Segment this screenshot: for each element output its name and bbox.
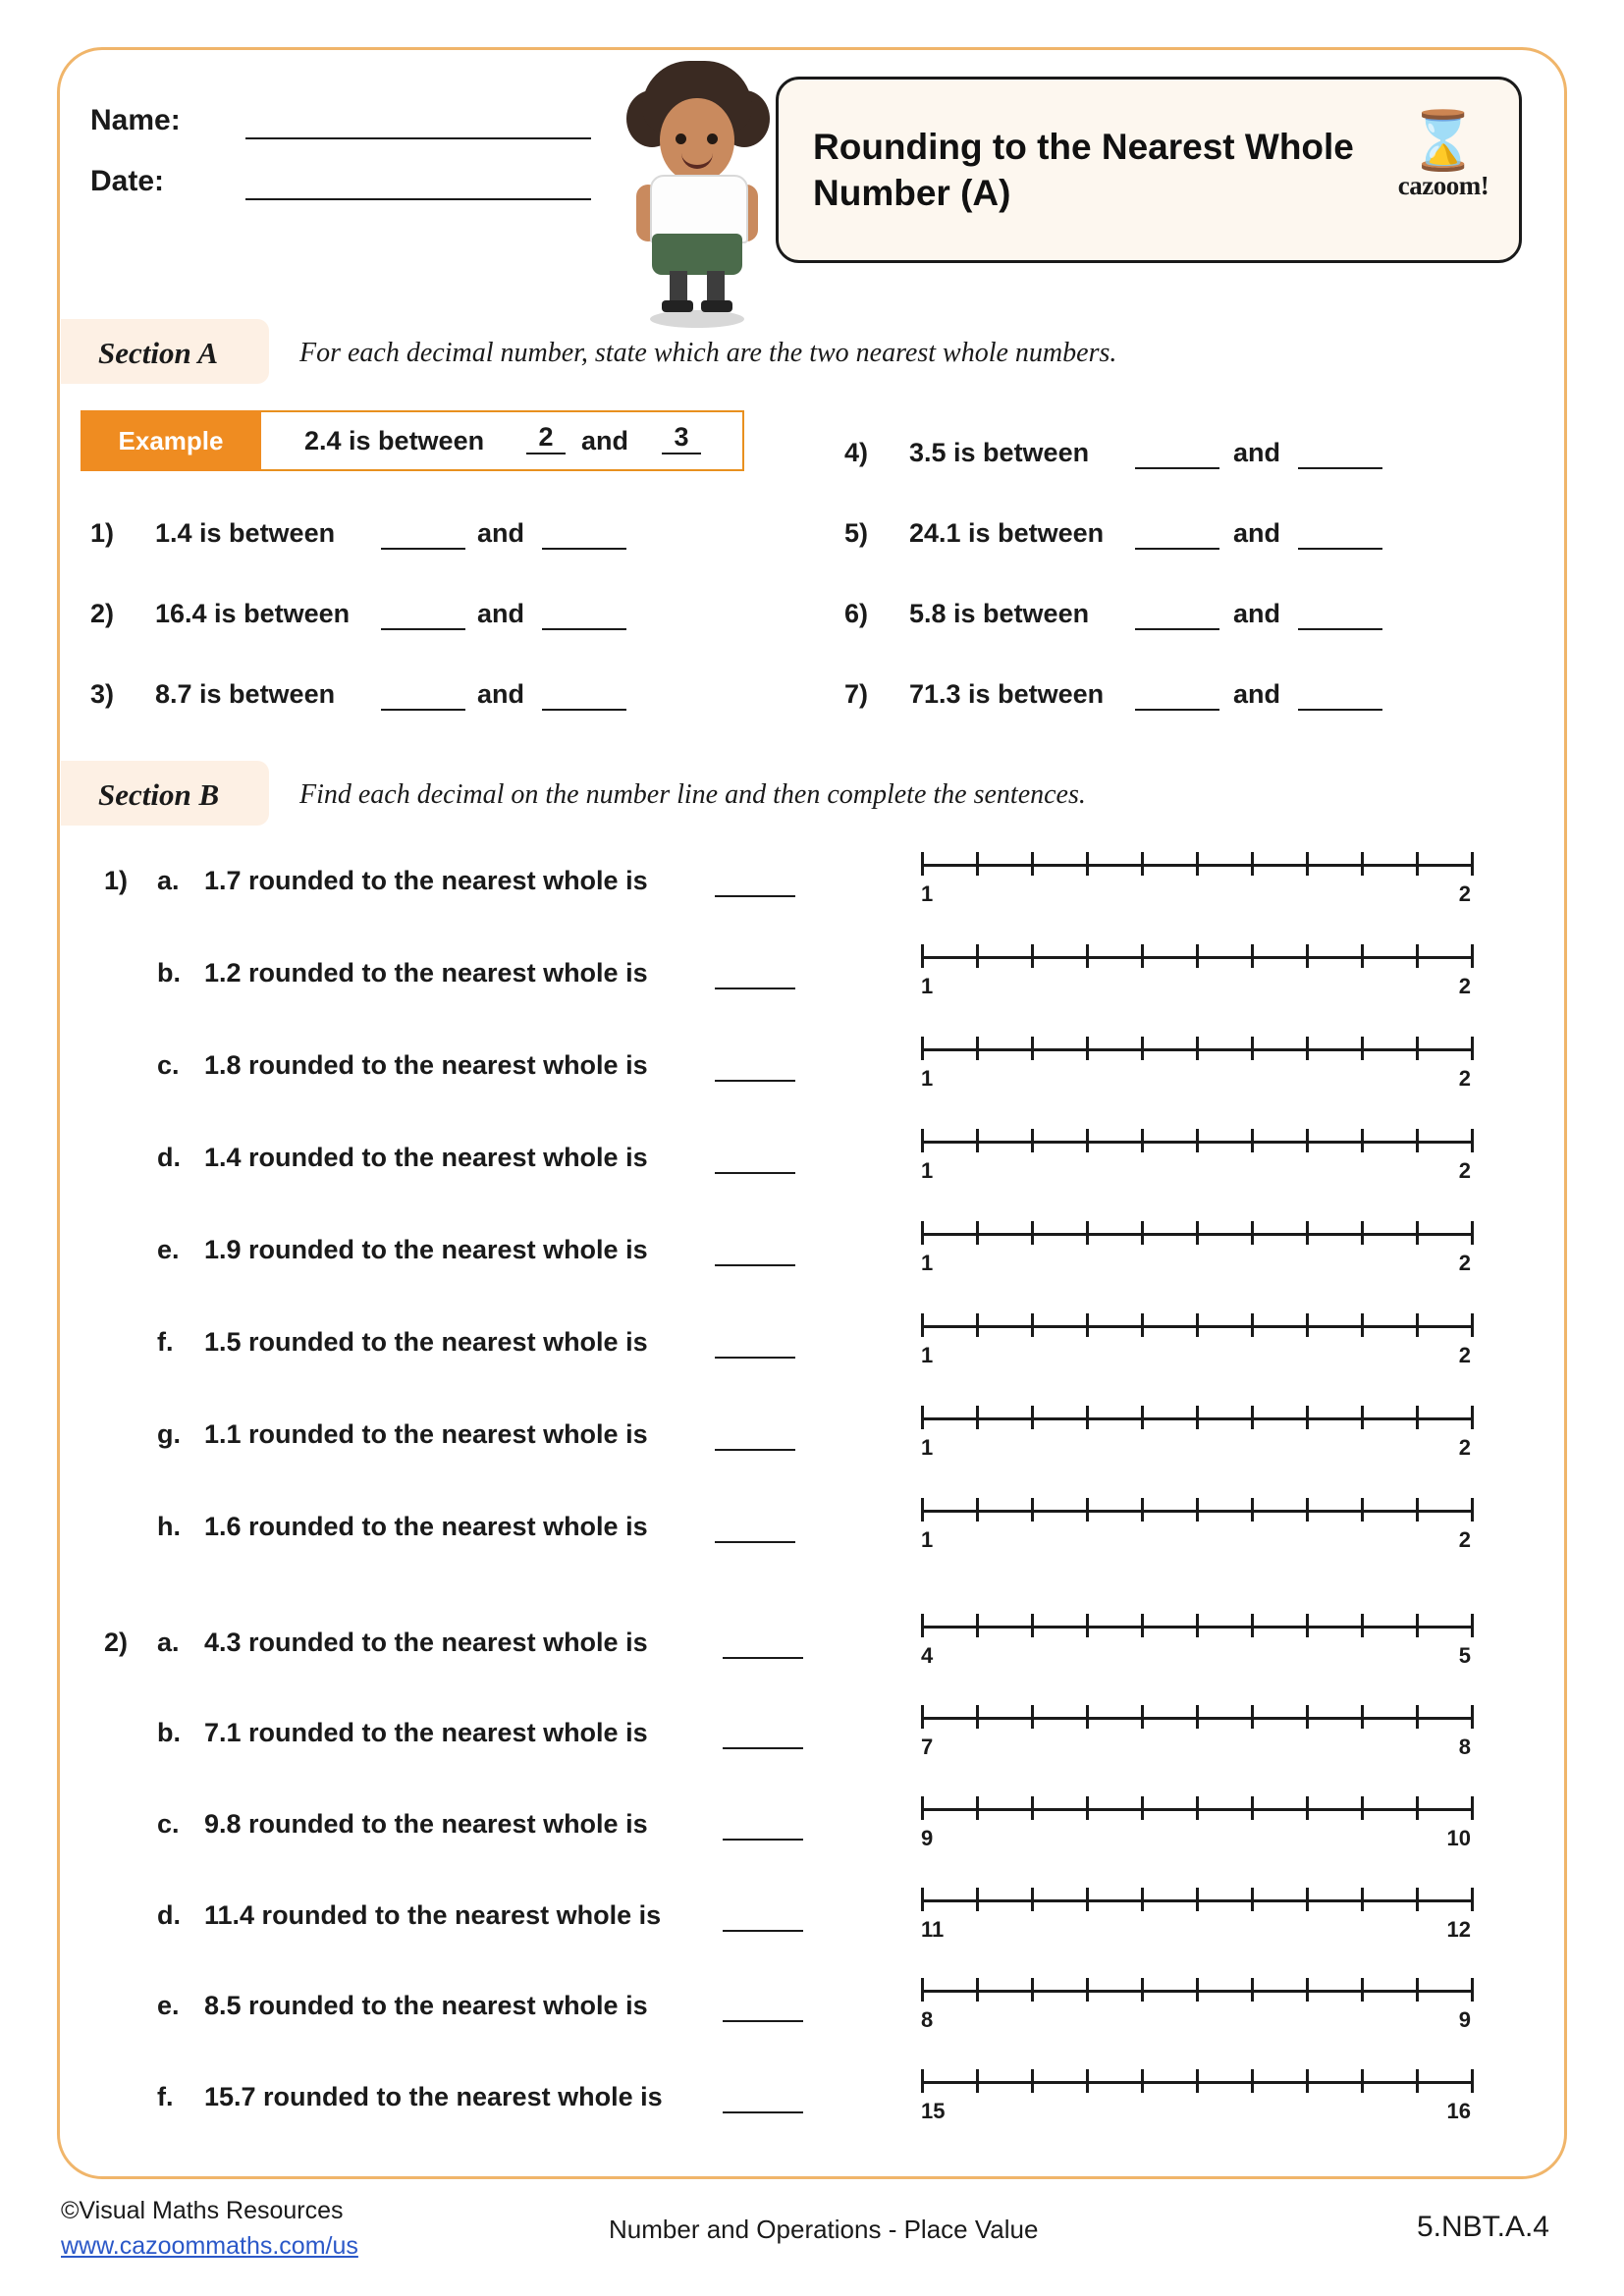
number-line-tick [1031,1796,1034,1820]
question-number: 7) [844,679,869,709]
number-line-tick [1031,1888,1034,1911]
answer-blank[interactable] [715,988,795,989]
number-line-start-label: 1 [921,1066,934,1091]
date-input-line[interactable] [245,198,591,200]
number-line-tick [1416,1037,1419,1060]
number-line-tick [1141,944,1144,968]
number-line [921,1703,1471,1759]
number-line-tick [1031,2069,1034,2093]
question-and: and [1233,438,1281,467]
hourglass-icon: ⌛ [1407,107,1480,174]
number-line-tick [1251,1221,1254,1245]
item-letter: a. [157,1628,180,1657]
answer-blank[interactable] [723,1839,803,1841]
number-line-tick [1251,1978,1254,2002]
number-line-tick [976,944,979,968]
number-line-tick [1031,852,1034,876]
number-line-tick [976,1705,979,1729]
number-line-tick [1196,1498,1199,1522]
answer-blank[interactable] [542,628,626,630]
item-text: 1.5 rounded to the nearest whole is [204,1327,648,1357]
item-letter: f. [157,2082,174,2111]
number-line-tick [1416,2069,1419,2093]
item-letter: e. [157,1235,180,1264]
number-line-start-label: 9 [921,1826,934,1850]
number-line-tick [1471,1796,1474,1820]
group-number: 1) [104,866,129,895]
number-line-tick [1361,2069,1364,2093]
number-line-tick [1086,2069,1089,2093]
question-text: 8.7 is between [155,679,336,709]
answer-blank[interactable] [723,1747,803,1749]
number-line [921,1311,1471,1367]
number-line-tick [1086,1796,1089,1820]
item-text: 15.7 rounded to the nearest whole is [204,2082,663,2111]
number-line-tick [1251,2069,1254,2093]
number-line-tick [976,1406,979,1429]
number-line-tick [1031,1129,1034,1152]
number-line-tick [1086,1037,1089,1060]
number-line-tick [921,1705,924,1729]
number-line-tick [1306,1406,1309,1429]
number-line-tick [1251,944,1254,968]
item-text: 1.2 rounded to the nearest whole is [204,958,648,988]
number-line-tick [1416,852,1419,876]
number-line-tick [1086,1978,1089,2002]
number-line-start-label: 11 [921,1917,945,1942]
number-line-tick [1361,1037,1364,1060]
number-line-tick [1196,1796,1199,1820]
number-line-tick [1141,2069,1144,2093]
number-line-tick [1086,1705,1089,1729]
number-line-tick [1306,1313,1309,1337]
number-line-tick [1141,1498,1144,1522]
number-line-tick [976,1313,979,1337]
number-line-tick [1141,1221,1144,1245]
number-line-tick [1251,1313,1254,1337]
item-letter: c. [157,1809,180,1839]
answer-blank[interactable] [723,1930,803,1932]
number-line-end-label: 9 [1458,2007,1471,2032]
number-line [921,1794,1471,1850]
number-line [921,1219,1471,1275]
number-line-tick [1251,1406,1254,1429]
item-letter: b. [157,1718,181,1747]
question-and: and [477,518,525,548]
number-line-end-label: 2 [1458,974,1471,998]
footer-topic: Number and Operations - Place Value [609,2215,1039,2244]
item-letter: h. [157,1512,181,1541]
number-line-tick [1196,1888,1199,1911]
number-line-tick [1416,944,1419,968]
logo-text: cazoom! [1397,171,1489,200]
cazoom-logo [1389,107,1497,228]
footer-copyright: ©Visual Maths Resources [61,2197,344,2224]
answer-blank[interactable] [1135,709,1219,711]
number-line-tick [1251,1129,1254,1152]
answer-blank[interactable] [1135,628,1219,630]
answer-blank[interactable] [715,1449,795,1451]
number-line [921,850,1471,906]
number-line-tick [1416,1614,1419,1637]
number-line-tick [1306,852,1309,876]
number-line-tick [921,1129,924,1152]
number-line-end-label: 5 [1458,1643,1471,1668]
number-line-tick [976,2069,979,2093]
section-a-description: For each decimal number, state which are the two nearest whole numbers. [299,338,1117,368]
number-line [921,1496,1471,1552]
number-line-tick [1416,1705,1419,1729]
number-line [921,942,1471,998]
number-line-start-label: 1 [921,1158,934,1183]
number-line-tick [1361,1796,1364,1820]
number-line-tick [1196,1037,1199,1060]
number-line-tick [1416,1498,1419,1522]
number-line-tick [1361,1888,1364,1911]
number-line-start-label: 1 [921,1435,934,1460]
section-b-label: Section B [98,777,220,812]
number-line-tick [976,1614,979,1637]
number-line-tick [1306,1037,1309,1060]
question-and: and [1233,518,1281,548]
number-line-tick [1361,1498,1364,1522]
answer-blank[interactable] [542,548,626,550]
number-line-tick [1141,1406,1144,1429]
number-line [921,1035,1471,1091]
question-and: and [1233,679,1281,709]
number-line-tick [1031,1614,1034,1637]
section-b-description: Find each decimal on the number line and then complete the sentences. [299,779,1086,810]
number-line-tick [921,1498,924,1522]
footer-standard: 5.NBT.A.4 [1416,2211,1549,2243]
number-line-tick [1086,1888,1089,1911]
number-line-tick [921,1037,924,1060]
number-line-start-label: 15 [921,2099,946,2123]
number-line-start-label: 1 [921,974,934,998]
number-line-tick [1141,1978,1144,2002]
number-line-tick [1031,1221,1034,1245]
answer-blank[interactable] [1135,548,1219,550]
number-line-start-label: 1 [921,1251,934,1275]
group-number: 2) [104,1628,129,1657]
number-line-tick [1416,1978,1419,2002]
answer-blank[interactable] [381,709,465,711]
number-line-tick [1196,1313,1199,1337]
item-letter: g. [157,1419,181,1449]
number-line-tick [1141,1796,1144,1820]
number-line-tick [1306,944,1309,968]
item-letter: e. [157,1991,180,2020]
answer-blank[interactable] [723,1657,803,1659]
number-line-tick [976,1221,979,1245]
number-line-tick [1361,944,1364,968]
number-line-tick [1471,1313,1474,1337]
number-line-tick [1361,1705,1364,1729]
number-line-tick [1306,1221,1309,1245]
number-line-tick [1471,1705,1474,1729]
number-line-tick [921,944,924,968]
number-line-tick [1251,852,1254,876]
number-line-tick [1031,944,1034,968]
number-line-tick [1086,1498,1089,1522]
answer-blank[interactable] [1298,709,1382,711]
number-line-tick [1471,1614,1474,1637]
item-text: 1.6 rounded to the nearest whole is [204,1512,648,1541]
number-line-tick [1416,1888,1419,1911]
number-line-tick [1196,1221,1199,1245]
item-text: 4.3 rounded to the nearest whole is [204,1628,648,1657]
number-line-end-label: 2 [1458,1343,1471,1367]
item-text: 7.1 rounded to the nearest whole is [204,1718,648,1747]
item-text: 1.8 rounded to the nearest whole is [204,1050,648,1080]
number-line-start-label: 1 [921,1527,934,1552]
number-line-tick [1031,1705,1034,1729]
number-line-tick [1306,1705,1309,1729]
question-text: 16.4 is between [155,599,351,628]
number-line-end-label: 2 [1458,1527,1471,1552]
number-line-tick [1471,1129,1474,1152]
question-text: 5.8 is between [909,599,1090,628]
answer-blank[interactable] [715,1264,795,1266]
number-line-tick [921,1796,924,1820]
item-text: 11.4 rounded to the nearest whole is [204,1900,662,1930]
number-line-start-label: 8 [921,2007,934,2032]
number-line-tick [1251,1796,1254,1820]
number-line-tick [1361,1978,1364,2002]
answer-blank[interactable] [1135,467,1219,469]
name-input-line[interactable] [245,137,591,139]
student-illustration [609,47,785,312]
number-line-end-label: 10 [1446,1826,1471,1850]
number-line-tick [1471,2069,1474,2093]
example-text: 2.4 is between [304,426,485,455]
section-a-label: Section A [98,336,219,370]
number-line-tick [1086,1221,1089,1245]
example-and: and [581,426,629,455]
number-line-tick [1031,1037,1034,1060]
answer-blank[interactable] [715,1080,795,1082]
number-line-tick [1251,1614,1254,1637]
number-line-tick [1306,1614,1309,1637]
answer-blank[interactable] [1298,467,1382,469]
number-line-tick [921,1614,924,1637]
number-line-tick [1471,1888,1474,1911]
number-line [921,1127,1471,1183]
number-line-start-label: 1 [921,1343,934,1367]
number-line-tick [1416,1406,1419,1429]
number-line-tick [1306,1129,1309,1152]
item-text: 1.7 rounded to the nearest whole is [204,866,648,895]
number-line-tick [1416,1221,1419,1245]
number-line-tick [1196,1129,1199,1152]
number-line-end-label: 2 [1458,1066,1471,1091]
number-line-tick [1471,1037,1474,1060]
number-line [921,2067,1471,2123]
number-line-start-label: 1 [921,881,934,906]
number-line-end-label: 2 [1458,1251,1471,1275]
question-and: and [1233,599,1281,628]
number-line-tick [1086,1614,1089,1637]
question-text: 1.4 is between [155,518,336,548]
number-line-tick [1141,1313,1144,1337]
question-number: 6) [844,599,869,628]
answer-blank[interactable] [723,2020,803,2022]
number-line-tick [1196,1614,1199,1637]
number-line-tick [1141,1888,1144,1911]
number-line-tick [1416,1129,1419,1152]
answer-blank[interactable] [1298,628,1382,630]
answer-blank[interactable] [715,895,795,897]
number-line-tick [1086,1406,1089,1429]
number-line-tick [1471,1221,1474,1245]
number-line-tick [1031,1406,1034,1429]
number-line-tick [921,1978,924,2002]
number-line-tick [976,1037,979,1060]
number-line [921,1404,1471,1460]
item-letter: d. [157,1143,181,1172]
number-line-tick [1141,1129,1144,1152]
number-line-tick [1086,1313,1089,1337]
number-line [921,1886,1471,1942]
number-line-tick [976,1978,979,2002]
question-text: 3.5 is between [909,438,1090,467]
number-line-tick [1306,2069,1309,2093]
number-line-tick [1416,1313,1419,1337]
number-line-tick [1141,1614,1144,1637]
number-line-tick [1196,944,1199,968]
question-number: 2) [90,599,115,628]
number-line-tick [1086,944,1089,968]
answer-blank[interactable] [1298,548,1382,550]
item-letter: c. [157,1050,180,1080]
number-line-end-label: 2 [1458,1158,1471,1183]
answer-blank[interactable] [715,1172,795,1174]
number-line-tick [1361,1221,1364,1245]
number-line-start-label: 4 [921,1643,934,1668]
number-line-tick [1196,852,1199,876]
number-line-tick [1361,1614,1364,1637]
number-line-tick [1471,944,1474,968]
number-line-tick [1086,1129,1089,1152]
answer-blank[interactable] [381,628,465,630]
question-number: 4) [844,438,869,467]
number-line-tick [1471,1498,1474,1522]
number-line-tick [1196,2069,1199,2093]
number-line-tick [921,1313,924,1337]
question-number: 3) [90,679,115,709]
number-line-tick [1141,1037,1144,1060]
number-line-tick [921,1221,924,1245]
number-line-tick [1031,1498,1034,1522]
number-line-tick [921,1406,924,1429]
number-line-tick [976,1796,979,1820]
number-line-tick [1361,1313,1364,1337]
number-line-tick [1031,1313,1034,1337]
number-line-tick [1086,852,1089,876]
item-letter: d. [157,1900,181,1930]
number-line-tick [1196,1406,1199,1429]
answer-blank[interactable] [381,548,465,550]
question-and: and [477,679,525,709]
number-line [921,1976,1471,2032]
number-line-tick [1306,1888,1309,1911]
item-text: 1.9 rounded to the nearest whole is [204,1235,648,1264]
number-line-tick [1141,1705,1144,1729]
number-line-end-label: 12 [1446,1917,1471,1942]
item-text: 1.1 rounded to the nearest whole is [204,1419,648,1449]
number-line-tick [976,1129,979,1152]
number-line-tick [976,852,979,876]
number-line-tick [1416,1796,1419,1820]
number-line-tick [921,852,924,876]
number-line-tick [1471,1978,1474,2002]
number-line-tick [1361,852,1364,876]
number-line-tick [1196,1705,1199,1729]
number-line-tick [1306,1498,1309,1522]
item-text: 8.5 rounded to the nearest whole is [204,1991,648,2020]
number-line-tick [1361,1129,1364,1152]
number-line-tick [1251,1037,1254,1060]
item-letter: b. [157,958,181,988]
question-text: 71.3 is between [909,679,1105,709]
answer-blank[interactable] [542,709,626,711]
number-line-start-label: 7 [921,1735,934,1759]
number-line-tick [1141,852,1144,876]
number-line-tick [1031,1978,1034,2002]
number-line-tick [1471,1406,1474,1429]
number-line-tick [1306,1978,1309,2002]
number-line-tick [1471,852,1474,876]
number-line-end-label: 16 [1446,2099,1471,2123]
number-line-tick [1251,1498,1254,1522]
item-text: 1.4 rounded to the nearest whole is [204,1143,648,1172]
number-line-end-label: 2 [1458,1435,1471,1460]
date-label: Date: [90,165,165,197]
question-number: 1) [90,518,115,548]
footer-website-link[interactable]: www.cazoommaths.com/us [61,2232,358,2260]
question-text: 24.1 is between [909,518,1105,548]
number-line-tick [921,2069,924,2093]
number-line-end-label: 2 [1458,881,1471,906]
answer-blank[interactable] [723,2111,803,2113]
item-letter: f. [157,1327,174,1357]
number-line-tick [1361,1406,1364,1429]
question-number: 5) [844,518,869,548]
page-title: Rounding to the Nearest Whole Number (A) [813,127,1354,214]
example-answer-1: 2 [526,422,566,454]
number-line-tick [1251,1705,1254,1729]
number-line-end-label: 8 [1458,1735,1471,1759]
answer-blank[interactable] [715,1541,795,1543]
number-line-tick [1306,1796,1309,1820]
name-label: Name: [90,104,181,136]
item-text: 9.8 rounded to the nearest whole is [204,1809,648,1839]
item-letter: a. [157,866,180,895]
question-and: and [477,599,525,628]
number-line-tick [1251,1888,1254,1911]
number-line-tick [1196,1978,1199,2002]
number-line-tick [921,1888,924,1911]
number-line-tick [976,1498,979,1522]
number-line-tick [976,1888,979,1911]
number-line [921,1612,1471,1668]
example-answer-2: 3 [662,422,701,454]
example-tag: Example [81,410,261,471]
answer-blank[interactable] [715,1357,795,1359]
